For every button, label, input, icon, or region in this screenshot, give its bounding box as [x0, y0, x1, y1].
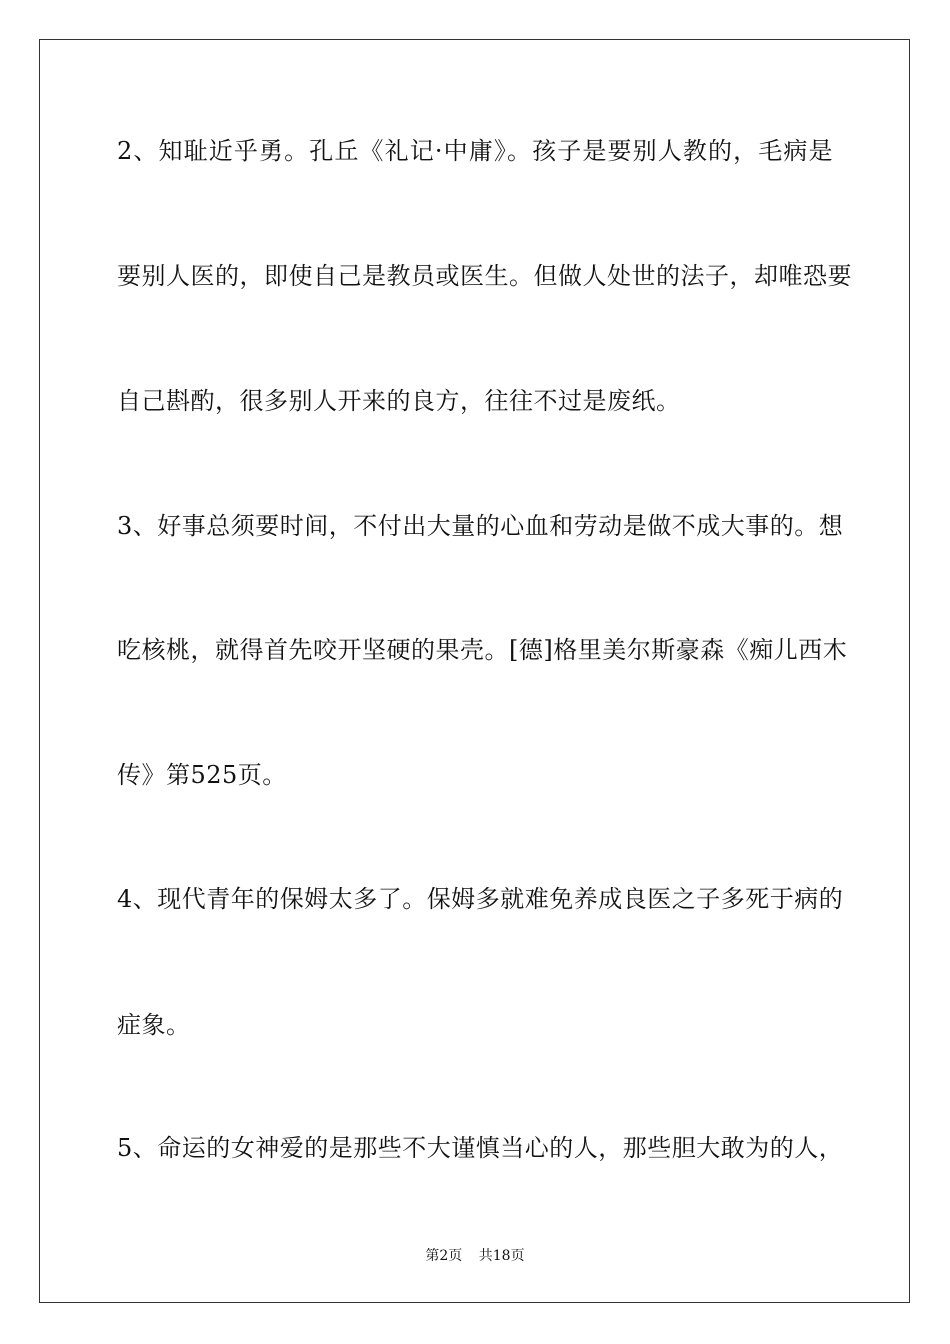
page-number: 第2页: [425, 1248, 463, 1264]
page-border: [39, 39, 910, 1303]
paragraph-4-line-1: 4、现代青年的保姆太多了。保姆多就难免养成良医之子多死于病的: [117, 885, 844, 913]
paragraph-2-line-2: 要别人医的，即使自己是教员或医生。但做人处世的法子，却唯恐要: [117, 262, 852, 290]
paragraph-2-line-1: 2、知耻近乎勇。孔丘《礼记·中庸》。孩子是要别人教的，毛病是: [117, 137, 833, 165]
paragraph-3-line-3: 传》第525页。: [117, 761, 287, 789]
page-total: 共18页: [478, 1248, 525, 1264]
paragraph-3-line-1: 3、好事总须要时间，不付出大量的心血和劳动是做不成大事的。想: [117, 512, 844, 540]
paragraph-5-line-1: 5、命运的女神爱的是那些不大谨慎当心的人，那些胆大敢为的人，: [117, 1134, 844, 1162]
page-footer: [0, 1247, 950, 1265]
paragraph-4-line-2: 症象。: [117, 1011, 191, 1039]
paragraph-3-line-2: 吃核桃，就得首先咬开坚硬的果壳。[德]格里美尔斯豪森《痴儿西木: [117, 636, 848, 664]
paragraph-2-line-3: 自己斟酌，很多别人开来的良方，往往不过是废纸。: [117, 387, 681, 415]
